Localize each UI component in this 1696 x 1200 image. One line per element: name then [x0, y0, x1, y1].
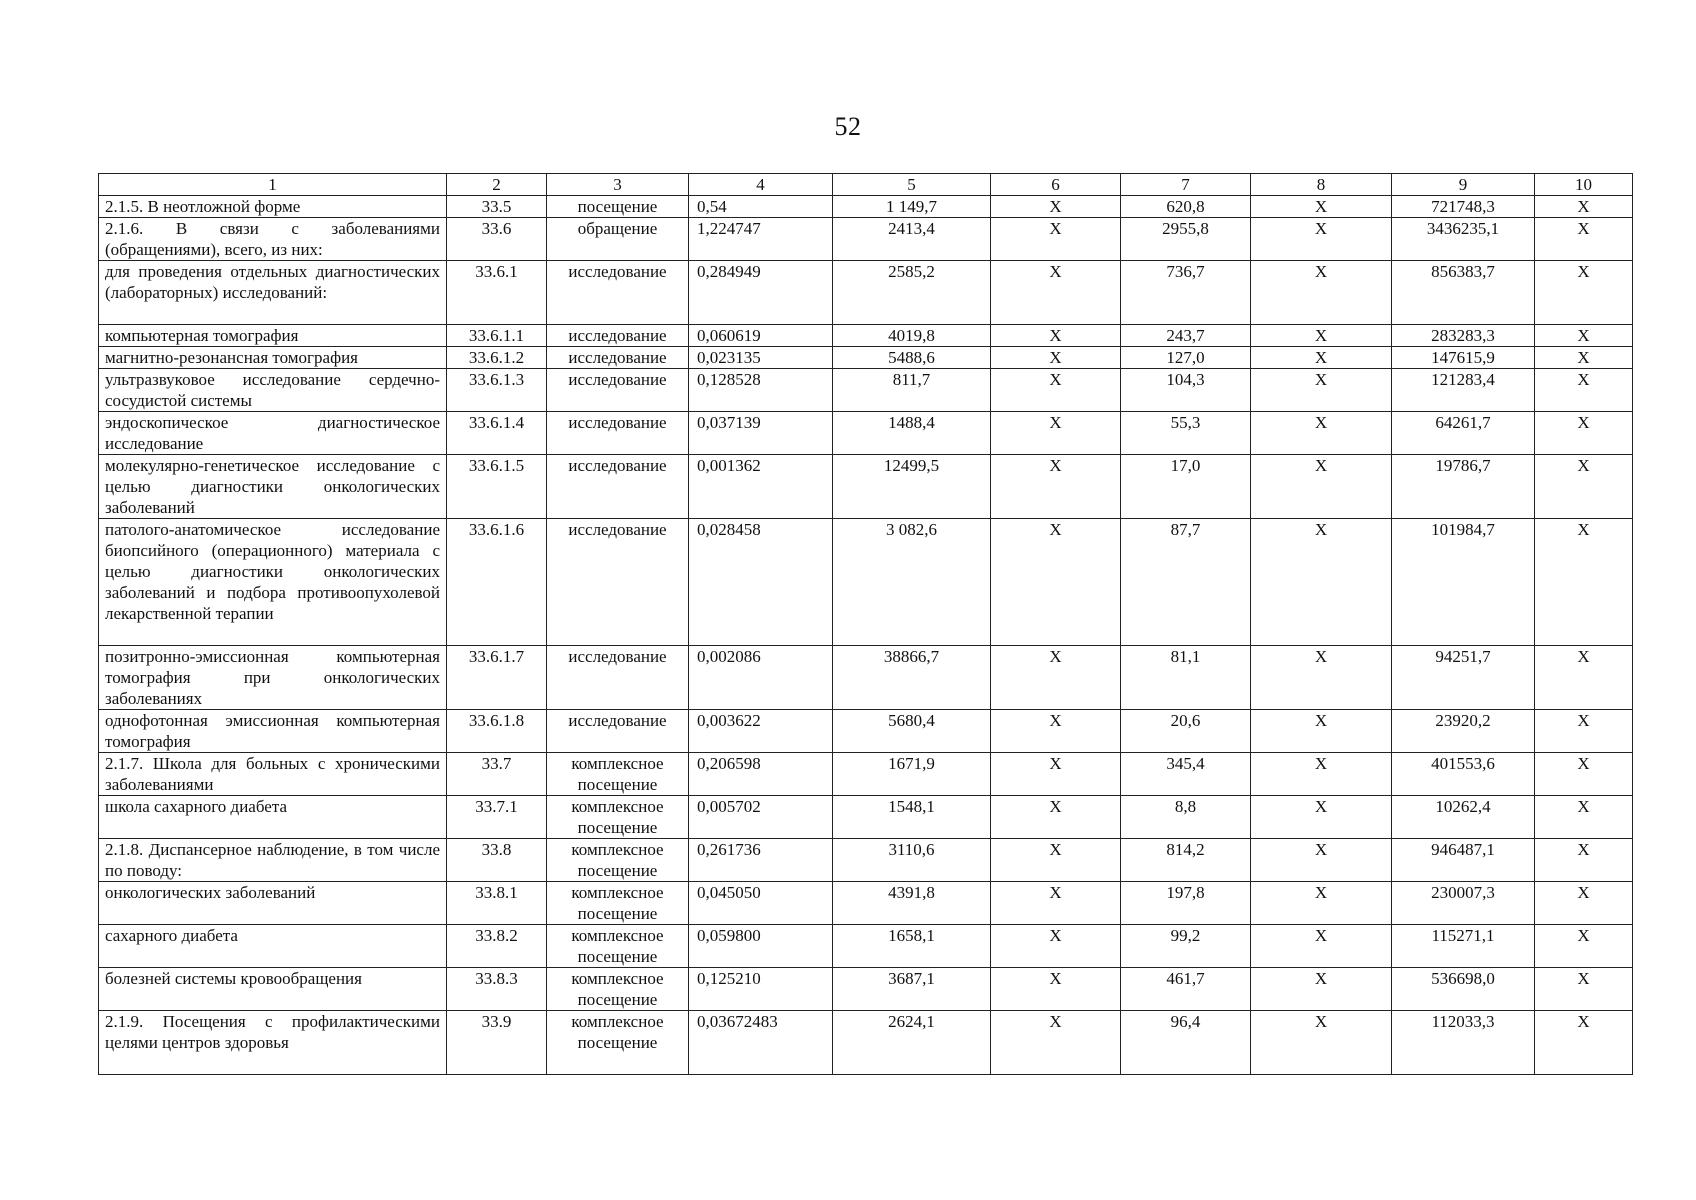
row-col7-cell: 17,0: [1121, 455, 1251, 519]
row-col9-cell: 147615,9: [1392, 347, 1535, 369]
row-col8-cell: X: [1251, 519, 1392, 646]
row-col10-cell: X: [1535, 925, 1633, 968]
row-col4-cell: 0,003622: [689, 710, 833, 753]
row-col5-cell: 1671,9: [833, 753, 991, 796]
row-unit-cell: комплексное посещение: [547, 753, 689, 796]
row-col9-cell: 401553,6: [1392, 753, 1535, 796]
row-col5-cell: 4019,8: [833, 325, 991, 347]
row-col6-cell: X: [991, 196, 1121, 218]
row-col4-cell: 0,125210: [689, 968, 833, 1011]
row-col6-cell: X: [991, 455, 1121, 519]
row-col7-cell: 87,7: [1121, 519, 1251, 646]
row-code-cell: 33.6.1.4: [447, 412, 547, 455]
row-col4-cell: 0,128528: [689, 369, 833, 412]
table-row: [99, 455, 1633, 519]
row-name-cell: позитронно-эмиссионная компьютерная томография при онкологических заболеваниях: [99, 646, 447, 710]
row-name-cell: 2.1.8. Диспансерное наблюдение, в том числе по поводу:: [99, 839, 447, 882]
row-col8-cell: X: [1251, 925, 1392, 968]
row-col6-cell: X: [991, 839, 1121, 882]
table-row: [99, 519, 1633, 646]
row-code-cell: 33.8.2: [447, 925, 547, 968]
row-unit-cell: комплексное посещение: [547, 882, 689, 925]
row-col4-cell: 0,060619: [689, 325, 833, 347]
row-col8-cell: X: [1251, 369, 1392, 412]
column-header: 3: [547, 174, 689, 196]
row-unit-cell: комплексное посещение: [547, 925, 689, 968]
row-col5-cell: 2413,4: [833, 218, 991, 261]
row-unit-cell: комплексное посещение: [547, 839, 689, 882]
row-unit-cell: комплексное посещение: [547, 968, 689, 1011]
row-col7-cell: 104,3: [1121, 369, 1251, 412]
row-col8-cell: X: [1251, 1011, 1392, 1075]
row-col4-cell: 0,059800: [689, 925, 833, 968]
row-col8-cell: X: [1251, 412, 1392, 455]
row-name-cell: молекулярно-генетическое исследование с целью диагностики онкологических заболеваний: [99, 455, 447, 519]
row-code-cell: 33.9: [447, 1011, 547, 1075]
row-col7-cell: 2955,8: [1121, 218, 1251, 261]
row-name-cell: 2.1.6. В связи с заболеваниями (обращениями), всего, из них:: [99, 218, 447, 261]
row-col6-cell: X: [991, 1011, 1121, 1075]
row-col9-cell: 946487,1: [1392, 839, 1535, 882]
row-col5-cell: 12499,5: [833, 455, 991, 519]
table-row: [99, 753, 1633, 796]
row-unit-cell: исследование: [547, 710, 689, 753]
row-col4-cell: 0,284949: [689, 261, 833, 325]
row-col10-cell: X: [1535, 261, 1633, 325]
row-name-cell: сахарного диабета: [99, 925, 447, 968]
row-col9-cell: 856383,7: [1392, 261, 1535, 325]
row-col6-cell: X: [991, 218, 1121, 261]
row-col7-cell: 99,2: [1121, 925, 1251, 968]
row-unit-cell: исследование: [547, 455, 689, 519]
row-col10-cell: X: [1535, 218, 1633, 261]
row-col7-cell: 127,0: [1121, 347, 1251, 369]
row-col4-cell: 0,028458: [689, 519, 833, 646]
row-unit-cell: исследование: [547, 261, 689, 325]
row-col6-cell: X: [991, 796, 1121, 839]
row-code-cell: 33.6.1.7: [447, 646, 547, 710]
row-col5-cell: 2585,2: [833, 261, 991, 325]
row-name-cell: патолого-анатомическое исследование биопсийного (операционного) материала с целью диагностики онкологических заболеваний и подбора противоопухолевой лекарственной терапии: [99, 519, 447, 646]
row-col8-cell: X: [1251, 196, 1392, 218]
column-header: 10: [1535, 174, 1633, 196]
row-col4-cell: 1,224747: [689, 218, 833, 261]
row-col8-cell: X: [1251, 347, 1392, 369]
column-header: 1: [99, 174, 447, 196]
table-row: [99, 968, 1633, 1011]
table-row: [99, 218, 1633, 261]
row-col4-cell: 0,005702: [689, 796, 833, 839]
row-col8-cell: X: [1251, 218, 1392, 261]
row-unit-cell: исследование: [547, 519, 689, 646]
row-col9-cell: 283283,3: [1392, 325, 1535, 347]
column-header: 2: [447, 174, 547, 196]
row-col4-cell: 0,037139: [689, 412, 833, 455]
row-col9-cell: 721748,3: [1392, 196, 1535, 218]
row-name-cell: 2.1.5. В неотложной форме: [99, 196, 447, 218]
row-col4-cell: 0,045050: [689, 882, 833, 925]
table-row: [99, 412, 1633, 455]
row-col4-cell: 0,023135: [689, 347, 833, 369]
data-table-container: [98, 173, 1632, 1075]
row-col9-cell: 94251,7: [1392, 646, 1535, 710]
row-col7-cell: 197,8: [1121, 882, 1251, 925]
row-code-cell: 33.6.1.8: [447, 710, 547, 753]
data-table: [98, 173, 1633, 1075]
row-col9-cell: 121283,4: [1392, 369, 1535, 412]
row-col9-cell: 64261,7: [1392, 412, 1535, 455]
table-row: [99, 196, 1633, 218]
page-number: 52: [834, 112, 862, 141]
row-col4-cell: 0,206598: [689, 753, 833, 796]
row-col8-cell: X: [1251, 325, 1392, 347]
table-body: [99, 196, 1633, 1075]
column-header: 8: [1251, 174, 1392, 196]
row-unit-cell: посещение: [547, 196, 689, 218]
row-col8-cell: X: [1251, 839, 1392, 882]
row-col10-cell: X: [1535, 968, 1633, 1011]
row-name-cell: однофотонная эмиссионная компьютерная томография: [99, 710, 447, 753]
row-code-cell: 33.8.3: [447, 968, 547, 1011]
row-col10-cell: X: [1535, 347, 1633, 369]
row-col9-cell: 23920,2: [1392, 710, 1535, 753]
row-name-cell: эндоскопическое диагностическое исследование: [99, 412, 447, 455]
row-unit-cell: исследование: [547, 347, 689, 369]
row-name-cell: школа сахарного диабета: [99, 796, 447, 839]
row-col6-cell: X: [991, 882, 1121, 925]
row-col6-cell: X: [991, 646, 1121, 710]
row-col10-cell: X: [1535, 796, 1633, 839]
row-col4-cell: 0,002086: [689, 646, 833, 710]
row-col10-cell: X: [1535, 325, 1633, 347]
row-col7-cell: 814,2: [1121, 839, 1251, 882]
row-col5-cell: 5680,4: [833, 710, 991, 753]
table-row: [99, 261, 1633, 325]
row-unit-cell: обращение: [547, 218, 689, 261]
row-code-cell: 33.6.1: [447, 261, 547, 325]
row-col5-cell: 3110,6: [833, 839, 991, 882]
row-col7-cell: 81,1: [1121, 646, 1251, 710]
row-col4-cell: 0,261736: [689, 839, 833, 882]
row-col8-cell: X: [1251, 753, 1392, 796]
row-col7-cell: 243,7: [1121, 325, 1251, 347]
row-code-cell: 33.5: [447, 196, 547, 218]
row-code-cell: 33.6.1.6: [447, 519, 547, 646]
row-col7-cell: 55,3: [1121, 412, 1251, 455]
row-col7-cell: 736,7: [1121, 261, 1251, 325]
row-col8-cell: X: [1251, 882, 1392, 925]
row-col9-cell: 230007,3: [1392, 882, 1535, 925]
row-col6-cell: X: [991, 925, 1121, 968]
row-col5-cell: 1 149,7: [833, 196, 991, 218]
row-unit-cell: исследование: [547, 646, 689, 710]
row-col10-cell: X: [1535, 646, 1633, 710]
row-col4-cell: 0,03672483: [689, 1011, 833, 1075]
row-col7-cell: 20,6: [1121, 710, 1251, 753]
row-code-cell: 33.7.1: [447, 796, 547, 839]
row-col10-cell: X: [1535, 519, 1633, 646]
row-col5-cell: 3687,1: [833, 968, 991, 1011]
row-code-cell: 33.8: [447, 839, 547, 882]
table-row: [99, 1011, 1633, 1075]
row-col8-cell: X: [1251, 710, 1392, 753]
table-row: [99, 882, 1633, 925]
column-header: 4: [689, 174, 833, 196]
row-col10-cell: X: [1535, 839, 1633, 882]
row-col10-cell: X: [1535, 710, 1633, 753]
row-col5-cell: 38866,7: [833, 646, 991, 710]
table-row: [99, 369, 1633, 412]
column-header: 7: [1121, 174, 1251, 196]
row-col8-cell: X: [1251, 646, 1392, 710]
row-unit-cell: комплексное посещение: [547, 1011, 689, 1075]
row-col10-cell: X: [1535, 369, 1633, 412]
row-col9-cell: 115271,1: [1392, 925, 1535, 968]
row-col7-cell: 345,4: [1121, 753, 1251, 796]
row-col9-cell: 112033,3: [1392, 1011, 1535, 1075]
row-col6-cell: X: [991, 710, 1121, 753]
row-name-cell: 2.1.9. Посещения с профилактическими целями центров здоровья: [99, 1011, 447, 1075]
row-name-cell: 2.1.7. Школа для больных с хроническими заболеваниями: [99, 753, 447, 796]
row-unit-cell: исследование: [547, 325, 689, 347]
row-unit-cell: исследование: [547, 369, 689, 412]
table-row: [99, 925, 1633, 968]
header-row: [99, 174, 1633, 196]
row-col9-cell: 10262,4: [1392, 796, 1535, 839]
row-code-cell: 33.6.1.3: [447, 369, 547, 412]
row-col8-cell: X: [1251, 796, 1392, 839]
row-col10-cell: X: [1535, 753, 1633, 796]
row-name-cell: магнитно-резонансная томография: [99, 347, 447, 369]
table-row: [99, 839, 1633, 882]
column-header: 6: [991, 174, 1121, 196]
row-col5-cell: 1548,1: [833, 796, 991, 839]
table-row: [99, 325, 1633, 347]
row-col5-cell: 1488,4: [833, 412, 991, 455]
row-col10-cell: X: [1535, 1011, 1633, 1075]
row-col9-cell: 3436235,1: [1392, 218, 1535, 261]
row-col5-cell: 4391,8: [833, 882, 991, 925]
row-col6-cell: X: [991, 347, 1121, 369]
table-row: [99, 347, 1633, 369]
row-code-cell: 33.6: [447, 218, 547, 261]
row-col7-cell: 96,4: [1121, 1011, 1251, 1075]
row-col6-cell: X: [991, 968, 1121, 1011]
column-header: 5: [833, 174, 991, 196]
row-col5-cell: 5488,6: [833, 347, 991, 369]
table-row: [99, 796, 1633, 839]
table-row: [99, 710, 1633, 753]
row-col10-cell: X: [1535, 412, 1633, 455]
row-code-cell: 33.8.1: [447, 882, 547, 925]
row-col10-cell: X: [1535, 455, 1633, 519]
row-code-cell: 33.6.1.1: [447, 325, 547, 347]
row-col4-cell: 0,001362: [689, 455, 833, 519]
row-name-cell: компьютерная томография: [99, 325, 447, 347]
row-col8-cell: X: [1251, 261, 1392, 325]
row-col7-cell: 620,8: [1121, 196, 1251, 218]
row-unit-cell: комплексное посещение: [547, 796, 689, 839]
row-name-cell: для проведения отдельных диагностических (лабораторных) исследований:: [99, 261, 447, 325]
column-header: 9: [1392, 174, 1535, 196]
row-col6-cell: X: [991, 369, 1121, 412]
row-name-cell: онкологических заболеваний: [99, 882, 447, 925]
row-col6-cell: X: [991, 753, 1121, 796]
row-name-cell: болезней системы кровообращения: [99, 968, 447, 1011]
table-row: [99, 646, 1633, 710]
row-unit-cell: исследование: [547, 412, 689, 455]
row-col8-cell: X: [1251, 968, 1392, 1011]
row-col9-cell: 536698,0: [1392, 968, 1535, 1011]
row-col5-cell: 811,7: [833, 369, 991, 412]
row-col6-cell: X: [991, 325, 1121, 347]
row-col6-cell: X: [991, 412, 1121, 455]
row-col5-cell: 3 082,6: [833, 519, 991, 646]
row-col7-cell: 461,7: [1121, 968, 1251, 1011]
row-col5-cell: 2624,1: [833, 1011, 991, 1075]
row-col6-cell: X: [991, 261, 1121, 325]
row-code-cell: 33.6.1.5: [447, 455, 547, 519]
row-col10-cell: X: [1535, 196, 1633, 218]
row-col4-cell: 0,54: [689, 196, 833, 218]
row-col9-cell: 101984,7: [1392, 519, 1535, 646]
row-col10-cell: X: [1535, 882, 1633, 925]
row-name-cell: ультразвуковое исследование сердечно-сосудистой системы: [99, 369, 447, 412]
row-col8-cell: X: [1251, 455, 1392, 519]
row-col7-cell: 8,8: [1121, 796, 1251, 839]
row-col9-cell: 19786,7: [1392, 455, 1535, 519]
row-code-cell: 33.6.1.2: [447, 347, 547, 369]
row-col6-cell: X: [991, 519, 1121, 646]
row-code-cell: 33.7: [447, 753, 547, 796]
row-col5-cell: 1658,1: [833, 925, 991, 968]
